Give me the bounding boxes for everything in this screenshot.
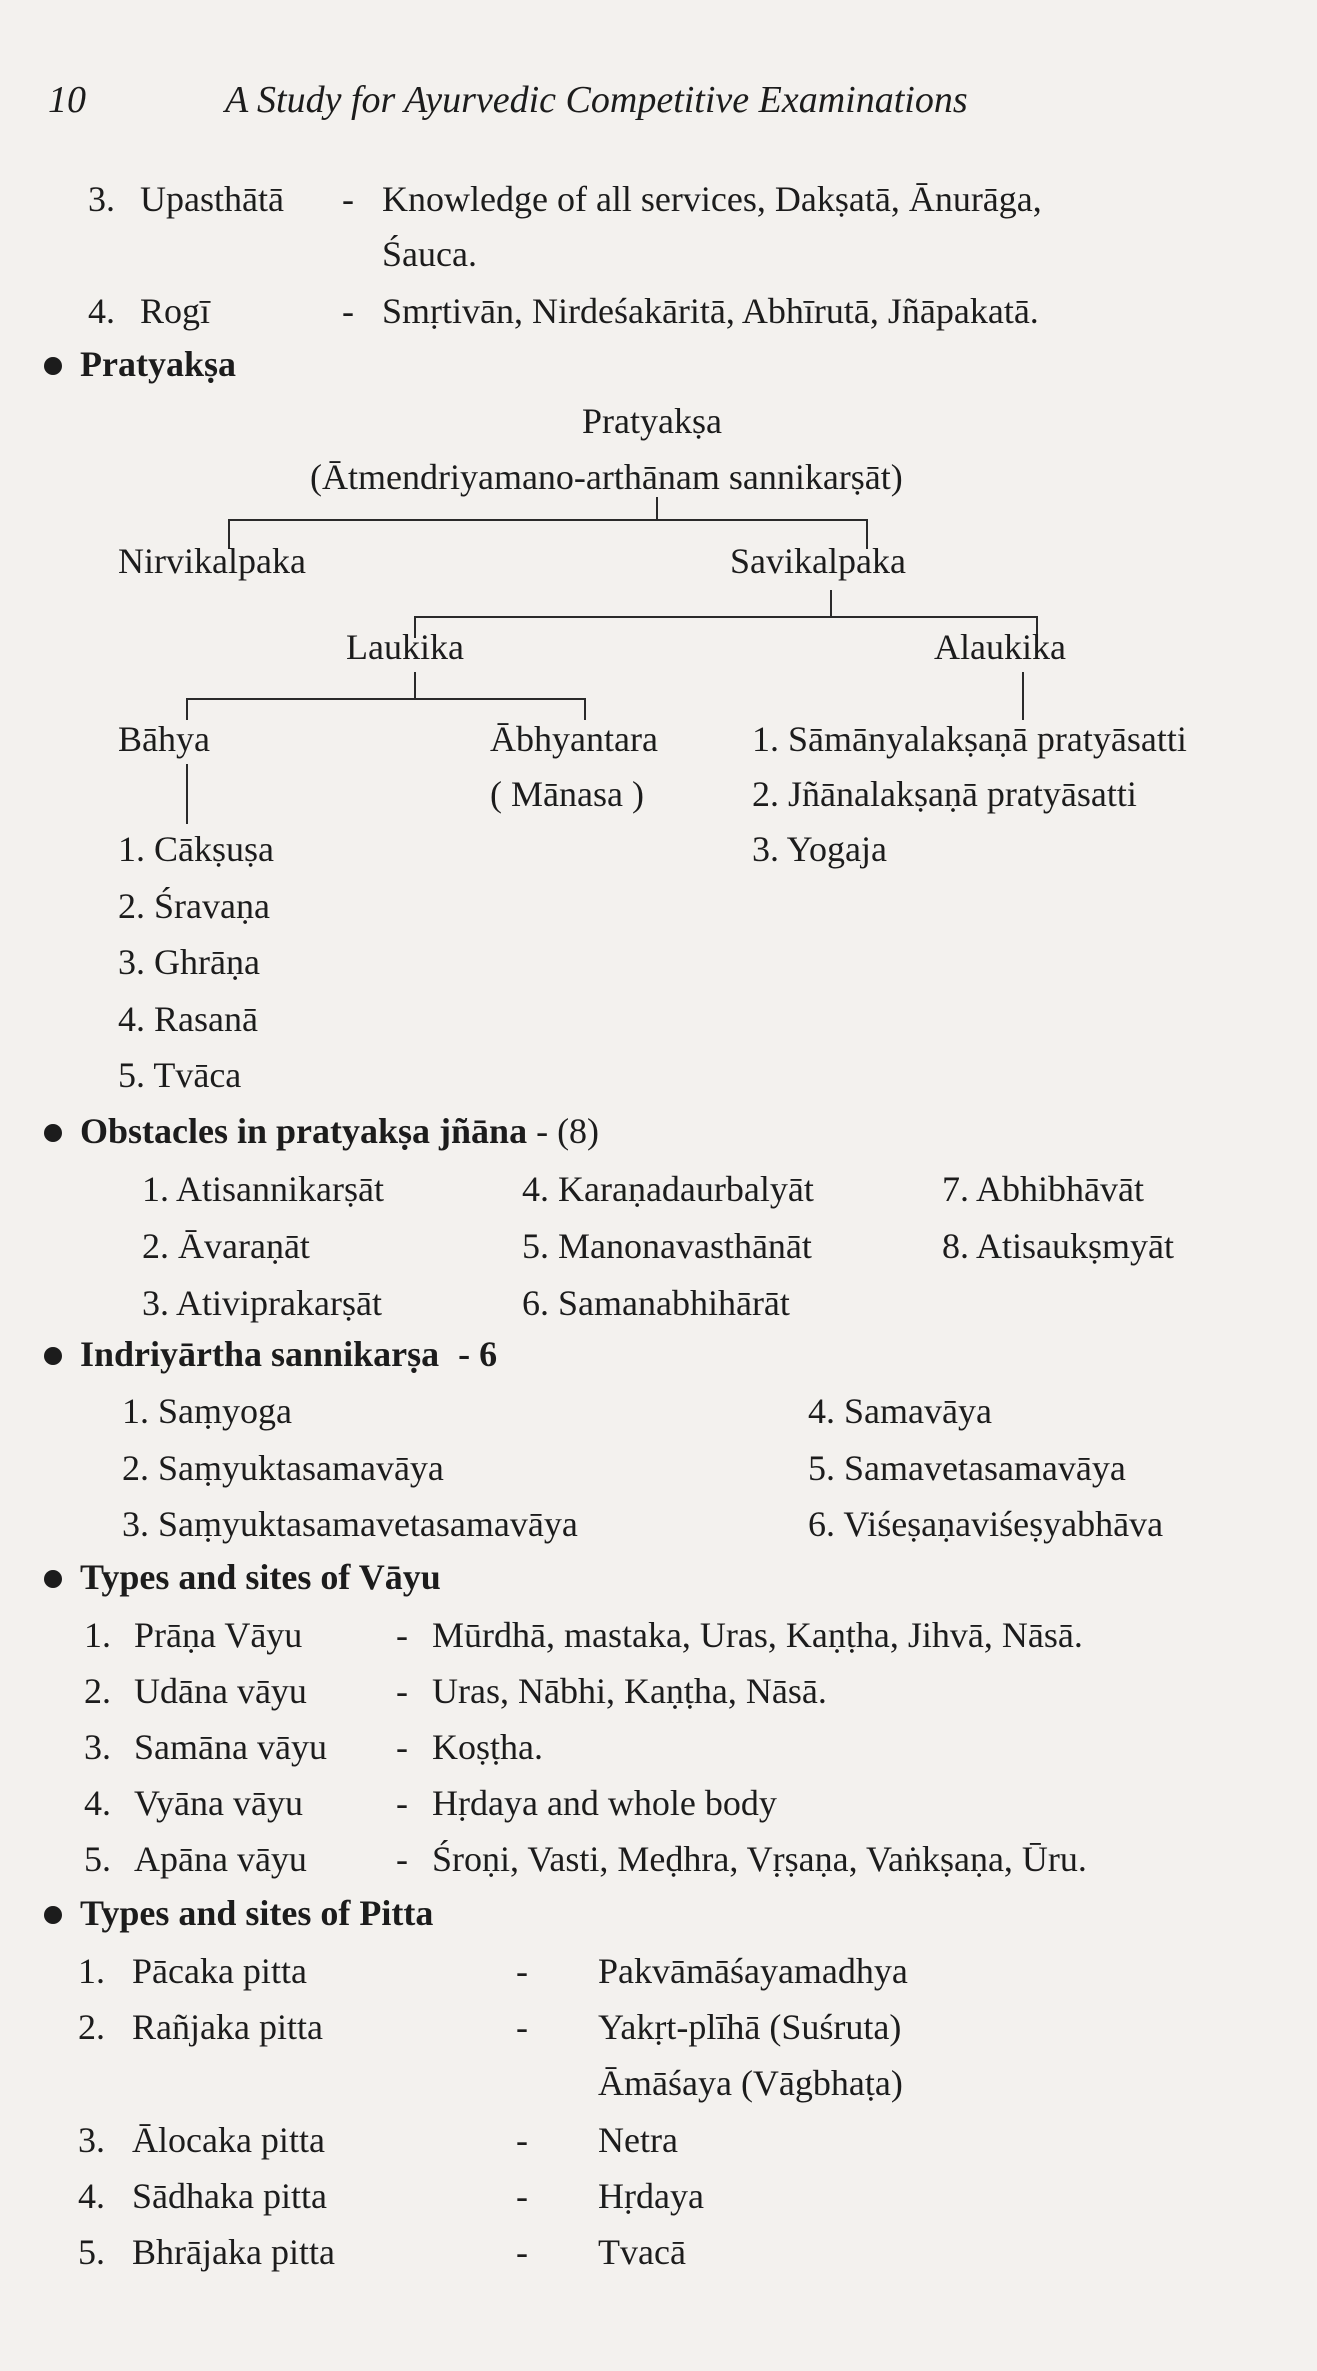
tree-connector (584, 698, 586, 720)
row-dash: - (516, 2120, 528, 2160)
list-item: 1. Atisannikarṣāt (142, 1169, 384, 1209)
bullet-icon (44, 357, 62, 375)
list-num: 4. (88, 291, 115, 331)
row-num: 4. (78, 2176, 105, 2216)
tree-connector (186, 698, 188, 720)
list-item: 4. Rasanā (118, 999, 258, 1039)
row-dash: - (396, 1783, 408, 1823)
list-item: 2. Śravaṇa (118, 886, 270, 926)
bullet-icon (44, 1347, 62, 1365)
tree-root-definition: (Ātmendriyamano-arthānam sannikarṣāt) (310, 457, 903, 497)
row-name: Udāna vāyu (134, 1671, 307, 1711)
section-heading-indriyartha (80, 1333, 497, 1375)
row-num: 1. (78, 1951, 105, 1991)
tree-node-abhyantara: Ābhyantara (490, 719, 658, 759)
row-name: Pācaka pitta (132, 1951, 307, 1991)
list-item: 3. Ghrāṇa (118, 942, 260, 982)
list-item: 5. Manonavasthānāt (522, 1226, 812, 1266)
list-item: 7. Abhibhāvāt (942, 1169, 1144, 1209)
heading-text: Indriyārtha sannikarṣa (80, 1334, 440, 1374)
tree-connector (414, 616, 1038, 618)
row-num: 5. (78, 2232, 105, 2272)
row-site: Śroṇi, Vasti, Meḍhra, Vṛṣaṇa, Vaṅkṣaṇa, Ūru. (432, 1839, 1087, 1879)
row-name: Rañjaka pitta (132, 2007, 323, 2047)
row-dash: - (396, 1839, 408, 1879)
list-item: 5. Tvāca (118, 1055, 242, 1095)
row-site-cont: Āmāśaya (Vāgbhaṭa) (598, 2063, 903, 2103)
list-desc: Knowledge of all services, Dakṣatā, Ānurāga, (382, 179, 1042, 219)
heading-count: - (8) (536, 1111, 600, 1151)
tree-node-laukika: Laukika (346, 627, 464, 667)
list-item: 6. Viśeṣaṇaviśeṣyabhāva (808, 1504, 1164, 1544)
list-item: 4. Samavāya (808, 1391, 992, 1431)
list-item: 1. Sāmānyalakṣaṇā pratyāsatti (752, 719, 1187, 759)
list-item: 4. Karaṇadaurbalyāt (522, 1169, 814, 1209)
row-site: Hṛdaya (598, 2176, 704, 2216)
row-site: Hṛdaya and whole body (432, 1783, 777, 1823)
list-term: Upasthātā (140, 179, 284, 219)
list-item: 3. Saṃyuktasamavetasamavāya (122, 1504, 578, 1544)
row-site: Tvacā (598, 2232, 686, 2272)
section-heading-pitta: Types and sites of Pitta (80, 1893, 434, 1933)
row-site: Netra (598, 2120, 678, 2160)
list-num: 3. (88, 179, 115, 219)
list-item: 3. Yogaja (752, 829, 888, 869)
tree-root: Pratyakṣa (582, 401, 722, 441)
row-name: Sādhaka pitta (132, 2176, 327, 2216)
row-site: Uras, Nābhi, Kaṇṭha, Nāsā. (432, 1671, 827, 1711)
row-name: Ālocaka pitta (132, 2120, 325, 2160)
tree-connector (186, 764, 188, 824)
list-item: 1. Cākṣuṣa (118, 829, 274, 869)
tree-connector (830, 590, 832, 616)
tree-connector (414, 672, 416, 698)
row-name: Vyāna vāyu (134, 1783, 303, 1823)
list-dash: - (342, 179, 354, 219)
list-term: Rogī (140, 291, 211, 331)
running-title: A Study for Ayurvedic Competitive Examinations (225, 79, 968, 121)
list-item: 2. Jñānalakṣaṇā pratyāsatti (752, 774, 1137, 814)
section-heading-pratyaksa: Pratyakṣa (80, 344, 236, 384)
row-num: 3. (84, 1727, 111, 1767)
row-dash: - (396, 1615, 408, 1655)
row-site: Mūrdhā, mastaka, Uras, Kaṇṭha, Jihvā, Nāsā. (432, 1615, 1083, 1655)
tree-node-savikalpaka: Savikalpaka (730, 541, 906, 581)
list-dash: - (342, 291, 354, 331)
list-item: 2. Saṃyuktasamavāya (122, 1448, 444, 1488)
row-name: Bhrājaka pitta (132, 2232, 335, 2272)
list-desc-cont: Śauca. (382, 234, 477, 274)
list-item: 6. Samanabhihārāt (522, 1283, 790, 1323)
row-dash: - (396, 1671, 408, 1711)
list-desc: Smṛtivān, Nirdeśakāritā, Abhīrutā, Jñāpakatā. (382, 291, 1039, 331)
bullet-icon (44, 1124, 62, 1142)
tree-node-nirvikalpaka: Nirvikalpaka (118, 541, 306, 581)
tree-node-alaukika: Alaukika (934, 627, 1066, 667)
row-name: Prāṇa Vāyu (134, 1615, 303, 1655)
heading-text: Obstacles in pratyakṣa jñāna (80, 1111, 528, 1151)
row-num: 4. (84, 1783, 111, 1823)
tree-connector (1022, 672, 1024, 720)
heading-count: - 6 (458, 1334, 498, 1374)
tree-node-manasa: ( Mānasa ) (490, 774, 644, 814)
row-num: 3. (78, 2120, 105, 2160)
row-site: Pakvāmāśayamadhya (598, 1951, 908, 1991)
row-name: Apāna vāyu (134, 1839, 307, 1879)
row-num: 5. (84, 1839, 111, 1879)
row-num: 2. (84, 1671, 111, 1711)
bullet-icon (44, 1570, 62, 1588)
tree-connector (228, 519, 868, 521)
list-item: 8. Atisaukṣmyāt (942, 1226, 1174, 1266)
row-num: 1. (84, 1615, 111, 1655)
bullet-icon (44, 1906, 62, 1924)
row-dash: - (396, 1727, 408, 1767)
row-site: Yakṛt-plīhā (Suśruta) (598, 2007, 902, 2047)
list-item: 5. Samavetasamavāya (808, 1448, 1126, 1488)
list-item: 1. Saṃyoga (122, 1391, 292, 1431)
tree-connector (186, 698, 586, 700)
page-number: 10 (48, 79, 86, 121)
tree-connector (656, 497, 658, 519)
tree-node-bahya: Bāhya (118, 719, 210, 759)
row-dash: - (516, 1951, 528, 1991)
section-heading-obstacles (80, 1110, 599, 1152)
list-item: 3. Ativiprakarṣāt (142, 1283, 382, 1323)
row-dash: - (516, 2176, 528, 2216)
row-dash: - (516, 2232, 528, 2272)
list-item: 2. Āvaraṇāt (142, 1226, 310, 1266)
row-dash: - (516, 2007, 528, 2047)
row-num: 2. (78, 2007, 105, 2047)
row-name: Samāna vāyu (134, 1727, 327, 1767)
row-site: Koṣṭha. (432, 1727, 543, 1767)
section-heading-vayu: Types and sites of Vāyu (80, 1557, 441, 1597)
